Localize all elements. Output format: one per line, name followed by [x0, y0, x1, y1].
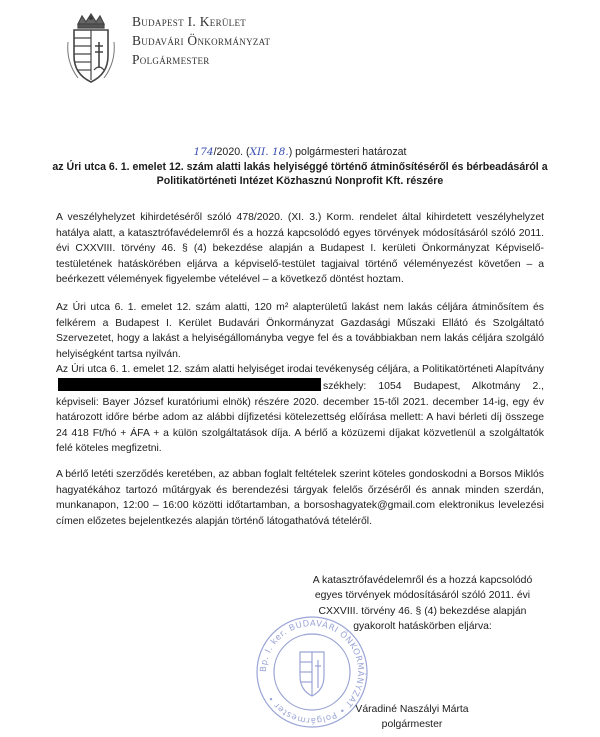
coat-of-arms-icon: [64, 12, 118, 86]
paragraph-lease: [56, 362, 544, 457]
authority-statement: A katasztrófavédelemről és a hozzá kapcsolódó egyes törvények módosításáról szóló 2011. évi CXXVIII. törvény 46. § (4) bekezdése alapján gyakorolt hatáskörben eljárva:: [312, 575, 533, 633]
decision-type: ) polgármesteri határozat: [288, 146, 407, 158]
subject-line1: az Úri utca 6. 1. emelet 12. szám alatti lakás helyiséggé történő átminősítéséről és bérbeadásáról a: [52, 160, 548, 173]
lease-text-b: székhely: 1054 Budapest, Alkotmány 2., képviseli: Bayer József kuratóriumi elnök) részére 2020. december 15-től 2021. december 14-ig, egy év határozott időre bérbe adom az alábbi díjfizetési kötelezettség előírása mellett: A havi bérleti díj összege 24 418 Ft/hó + ÁFA + a külön szolgáltatások díja. A bérlő a közüzemi díjakat közvetlenül a szolgáltatók felé köteles megfizetni.: [56, 380, 544, 455]
signer-role: polgármester: [381, 719, 443, 730]
paragraph-reclassification: Az Úri utca 6. 1. emelet 12. szám alatti, 120 m² alapterületű lakást nem lakás céljára átminősítem és felkérem a Budapest I. Kerület Budavári Önkormányzat Gazdasági Műszaki Ellátó és Szolgáltató Szervezetet, hogy a lakást a helyiségállományba vegye fel és a továbbiakban nem lakás céljára szolgáló helyiségként tartsa nyilván.: [56, 301, 544, 360]
handwritten-date: XII. 18.: [249, 146, 289, 158]
lease-text-a: Az Úri utca 6. 1. emelet 12. szám alatti helyiséget irodai tevékenység céljára, a Politikatörténeti Alapítvány: [56, 364, 544, 376]
redacted-block: [58, 378, 321, 391]
decision-body: [56, 210, 544, 536]
subject-line2: Politikatörténeti Intézet Közhasznú Nonprofit Kft. részére: [156, 175, 444, 187]
decision-number-line: [0, 145, 600, 160]
signer-name: Váradiné Naszályi Márta: [355, 704, 469, 715]
letterhead: [132, 12, 270, 69]
decision-title: [0, 145, 600, 189]
decision-year: /2020. (: [213, 146, 250, 158]
letterhead-line1: Budapest I. Kerület: [132, 14, 247, 29]
paragraph-preamble: A veszélyhelyzet kihirdetéséről szóló 478/2020. (XI. 3.) Korm. rendelet által kihirdetett veszélyhelyzet hatálya alatt, a katasztrófavédelemről és a hozzá kapcsolódó egyes törvények módosításáról szóló 2011. évi CXXVIII. törvény 46. § (4) bekezdése alapján a Budapest I. kerületi Önkormányzat Képviselő-testületének hatáskörében eljárva a képviselő-testület tagjaival történő véleményezést követően – a beérkezett vélemények figyelembe vételével – a következő döntést hoztam.: [56, 212, 544, 286]
seal-text: Bp. I. ker. BUDAVÁRI ÖNKORMÁNYZAT • Polgármester •: [258, 618, 366, 726]
letterhead-line3: Polgármester: [132, 52, 210, 67]
paragraph-custody: A bérlő letéti szerződés keretében, az abban foglalt feltételek szerint köteles gondoskodni a Borsos Miklós hagyatékához tartozó műtárgyak és berendezési tárgyak felelős őrzéséről és annak minden szerdán, munkanapon, 12:00 – 16:00 közötti időtartamban, a borsoshagyatek@gmail.com elektronikus levelezési címen előzetes bejelentkezés alapján történő látogathatóvá tételéről.: [56, 468, 544, 527]
letterhead-line2: Budavári Önkormányzat: [132, 33, 271, 48]
signature-block: [312, 702, 512, 732]
handwritten-number: 174: [193, 146, 214, 158]
